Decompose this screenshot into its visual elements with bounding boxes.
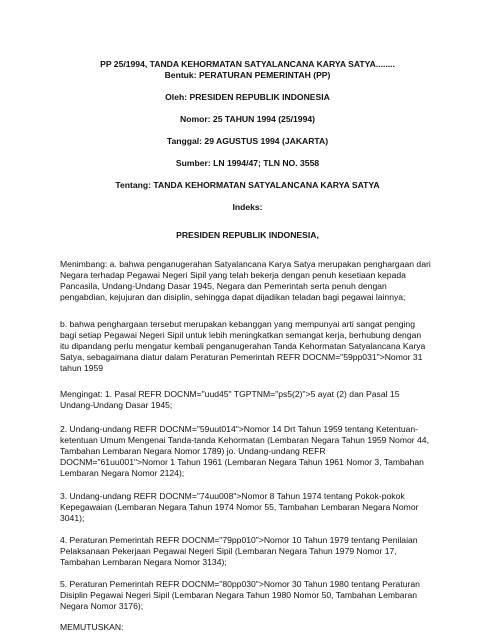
text-line: Lembaran Negara Nomor 2124); xyxy=(60,468,185,478)
text-line: DOCNM="61uu001">Nomor 1 Tahun 1961 (Lembaran Negara Tahun 1961 Nomor 3, Tambahan xyxy=(60,457,424,467)
text-line: tahun 1959 xyxy=(60,363,104,373)
text-line: MEMUTUSKAN: xyxy=(60,622,124,632)
document-subject: Tentang: TANDA KEHORMATAN SATYALANCANA KARYA SATYA xyxy=(115,180,380,190)
text-line: Disiplin Pegawai Negeri Sipil (Lembaran Negara Tahun 1980 Nomor 50, Tambahan Lembaran xyxy=(60,590,418,600)
text-line: Kepegawaian (Lembaran Negara Tahun 1974 Nomor 55, Tambahan Lembaran Negara Nomor xyxy=(60,502,419,512)
text-line: Tambahan Lembaran Negara Nomor 1789) jo. Undang-undang REFR xyxy=(60,446,326,456)
menimbang-b-paragraph xyxy=(60,319,452,374)
document-issuer: Oleh: PRESIDEN REPUBLIK INDONESIA xyxy=(165,92,330,102)
text-line: b. bahwa penghargaan tersebut merupakan kebanggan yang mempunyai arti sangat penging xyxy=(60,319,415,329)
text-line: Negara terhadap Pegawai Negeri Sipil yang telah bekerja dengan penuh kesetiaan kepada xyxy=(60,270,406,280)
text-line: itu dipandang perlu mengatur kembali penganugerahan Tanda Kehormatan Satyalancana Karya xyxy=(60,341,426,351)
menimbang-a-paragraph xyxy=(60,259,452,303)
text-line: Satya, sebagaimana diatur dalam Peraturan Pemerintah REFR DOCNM="59pp031">Nomor 31 xyxy=(60,352,423,362)
text-line: Mengingat: 1. Pasal REFR DOCNM="uud45" TGPTNM="ps5(2)">5 ayat (2) dan Pasal 15 xyxy=(60,389,400,399)
mengingat-3-paragraph xyxy=(60,491,452,524)
text-line: Menimbang: a. bahwa penganugerahan Satyalancana Karya Satya merupakan penghargaan dari xyxy=(60,259,431,269)
text-line: 3. Undang-undang REFR DOCNM="74uu008">Nomor 8 Tahun 1974 tentang Pokok-pokok xyxy=(60,491,405,501)
text-line: 2. Undang-undang REFR DOCNM="59uut014">Nomor 14 Drt Tahun 1959 tentang Ketentuan- xyxy=(60,424,419,434)
document-date: Tanggal: 29 AGUSTUS 1994 (JAKARTA) xyxy=(166,136,329,146)
document-source: Sumber: LN 1994/47; TLN NO. 3558 xyxy=(175,158,320,168)
text-line: Pancasila, Undang-Undang Dasar 1945, Negara dan Pemerintah serta penuh dengan xyxy=(60,281,387,291)
document-index: Indeks: xyxy=(232,202,263,212)
mengingat-4-paragraph xyxy=(60,535,452,568)
document-number: Nomor: 25 TAHUN 1994 (25/1994) xyxy=(179,114,315,124)
text-line: Negara Nomor 3176); xyxy=(60,601,144,611)
text-line: ketentuan Umum Mengenai Tanda-tanda Kehormatan (Lembaran Negara Tahun 1959 Nomor 44, xyxy=(60,435,429,445)
text-line: 5. Peraturan Pemerintah REFR DOCNM="80pp030">Nomor 30 Tahun 1980 tentang Peraturan xyxy=(60,579,420,589)
text-line: Pelaksanaan Pekerjaan Pegawai Negeri Sipil (Lembaran Negara Tahun 1979 Nomor 17, xyxy=(60,546,397,556)
text-line: 3041); xyxy=(60,513,85,523)
text-line: Undang-Undang Dasar 1945; xyxy=(60,400,173,410)
text-line: pengabdian, kejujuran dan disiplin, sehingga dapat dijadikan teladan bagi pegawai lainnya; xyxy=(60,292,406,302)
document-form: Bentuk: PERATURAN PEMERINTAH (PP) xyxy=(164,70,331,80)
text-line: bagi setiap Pegawai Negeri Sipil untuk lebih meningkatkan semangat kerja, berhubung dengan xyxy=(60,330,422,340)
memutuskan-heading xyxy=(60,622,452,633)
mengingat-5-paragraph xyxy=(60,579,452,612)
document-title: PP 25/1994, TANDA KEHORMATAN SATYALANCANA KARYA SATYA........ xyxy=(100,59,395,69)
mengingat-1-paragraph xyxy=(60,389,452,411)
text-line: Tambahan Lembaran Negara Nomor 3134); xyxy=(60,557,227,567)
president-heading: PRESIDEN REPUBLIK INDONESIA, xyxy=(176,230,319,240)
text-line: 4. Peraturan Pemerintah REFR DOCNM="79pp010">Nomor 10 Tahun 1979 tentang Penilaian xyxy=(60,535,418,545)
mengingat-2-paragraph xyxy=(60,424,452,479)
